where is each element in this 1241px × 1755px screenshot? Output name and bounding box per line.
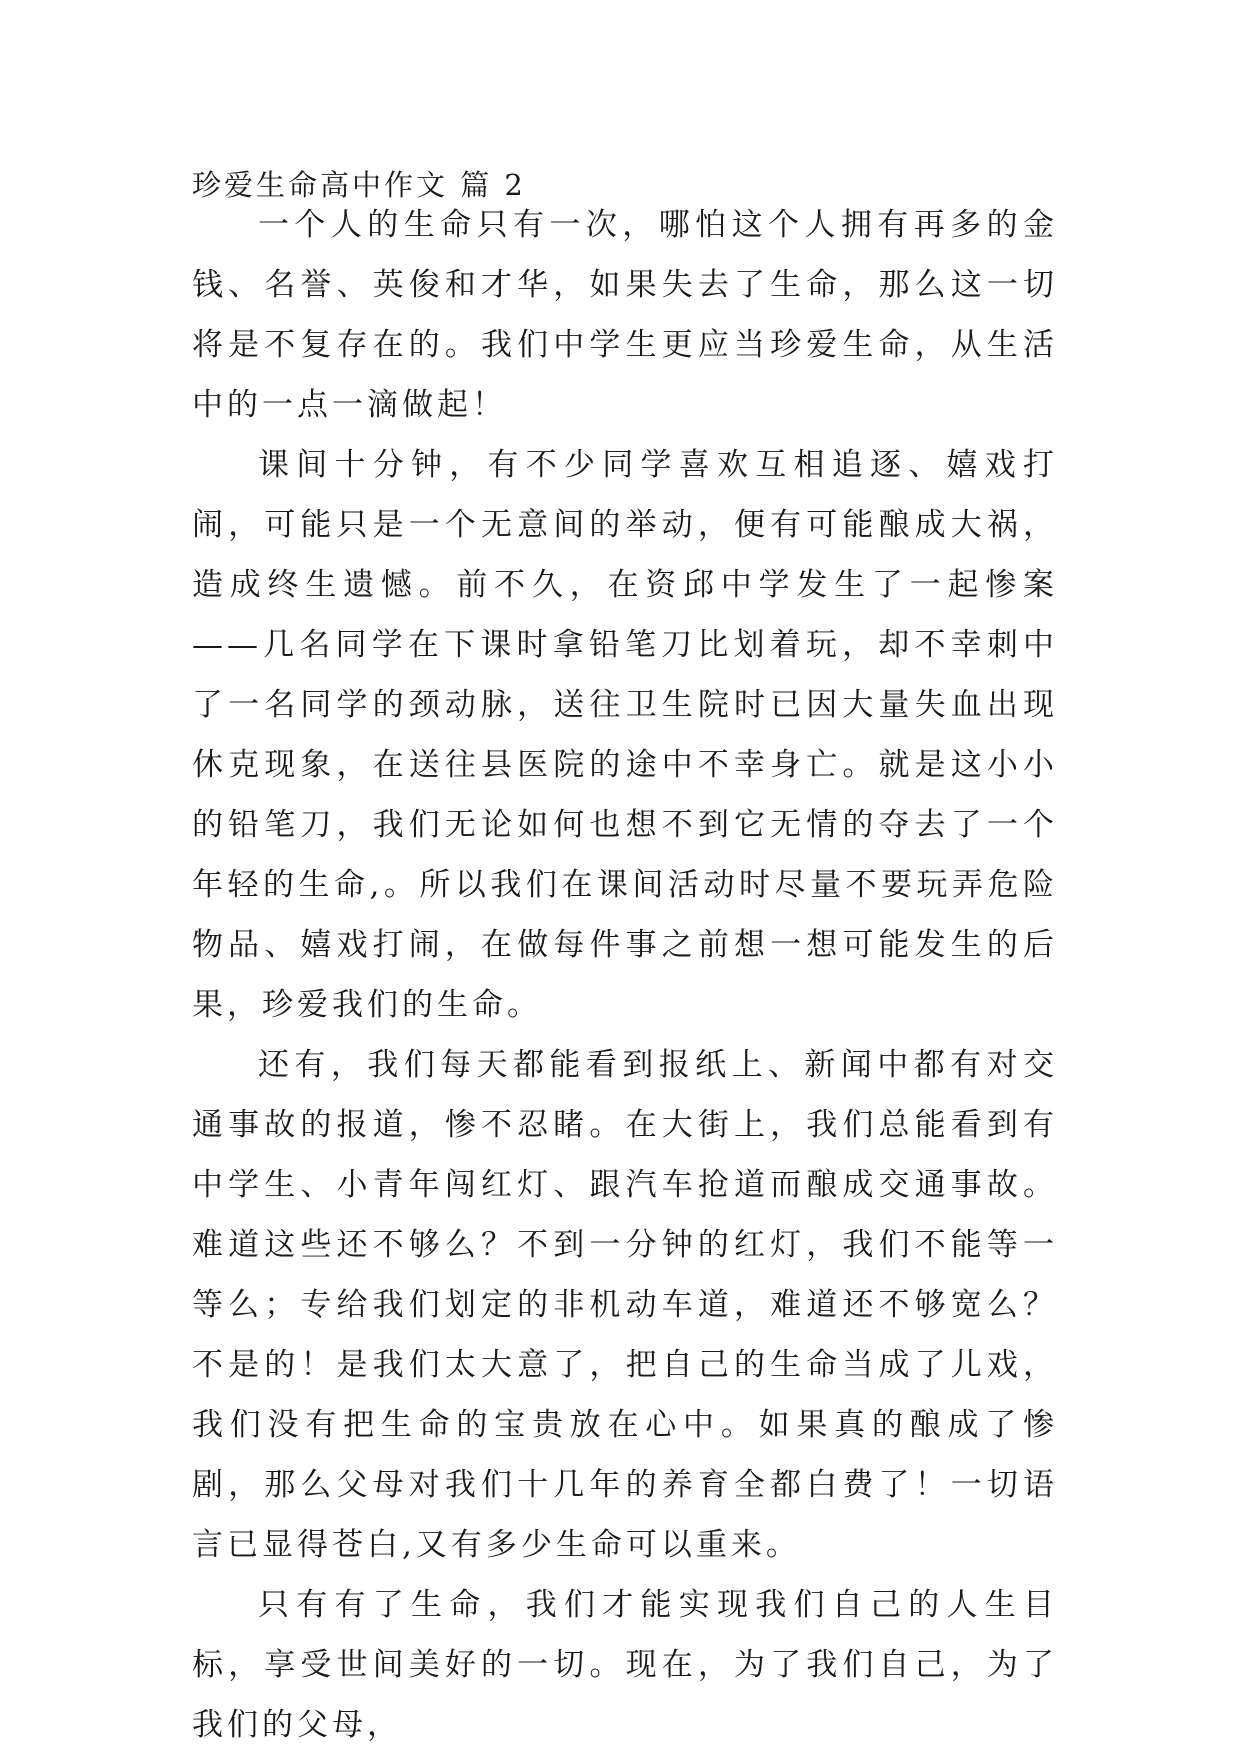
essay-title: 珍爱生命高中作文 篇 2 — [192, 168, 526, 202]
paragraph-2: 课间十分钟，有不少同学喜欢互相追逐、嬉戏打闹，可能只是一个无意间的举动，便有可能酿成大祸，造成终生遗憾。前不久，在资邱中学发生了一起惨案——几名同学在下课时拿铅笔刀比划着玩，却不幸刺中了一名同学的颈动脉，送往卫生院时已因大量失血出现休克现象，在送往县医院的途中不幸身亡。就是这小小的铅笔刀，我们无论如何也想不到它无情的夺去了一个年轻的生命,。所以我们在课间活动时尽量不要玩弄危险物品、嬉戏打闹，在做每件事之前想一想可能发生的后果，珍爱我们的生命。 — [192, 447, 1058, 1023]
paragraph-1: 一个人的生命只有一次，哪怕这个人拥有再多的金钱、名誉、英俊和才华，如果失去了生命，那么这一切将是不复存在的。我们中学生更应当珍爱生命，从生活中的一点一滴做起！ — [192, 207, 1058, 423]
paragraph-3: 还有，我们每天都能看到报纸上、新闻中都有对交通事故的报道，惨不忍睹。在大街上，我们总能看到有中学生、小青年闯红灯、跟汽车抢道而酿成交通事故。难道这些还不够么？不到一分钟的红灯，我们不能等一等么；专给我们划定的非机动车道，难道还不够宽么？不是的！是我们太大意了，把自己的生命当成了儿戏，我们没有把生命的宝贵放在心中。如果真的酿成了惨剧，那么父母对我们十几年的养育全都白费了！一切语言已显得苍白,又有多少生命可以重来。 — [192, 1047, 1058, 1563]
paragraph-4: 只有有了生命，我们才能实现我们自己的人生目标，享受世间美好的一切。现在，为了我们自己，为了我们的父母， — [192, 1587, 1058, 1743]
essay-body — [192, 195, 1058, 1755]
